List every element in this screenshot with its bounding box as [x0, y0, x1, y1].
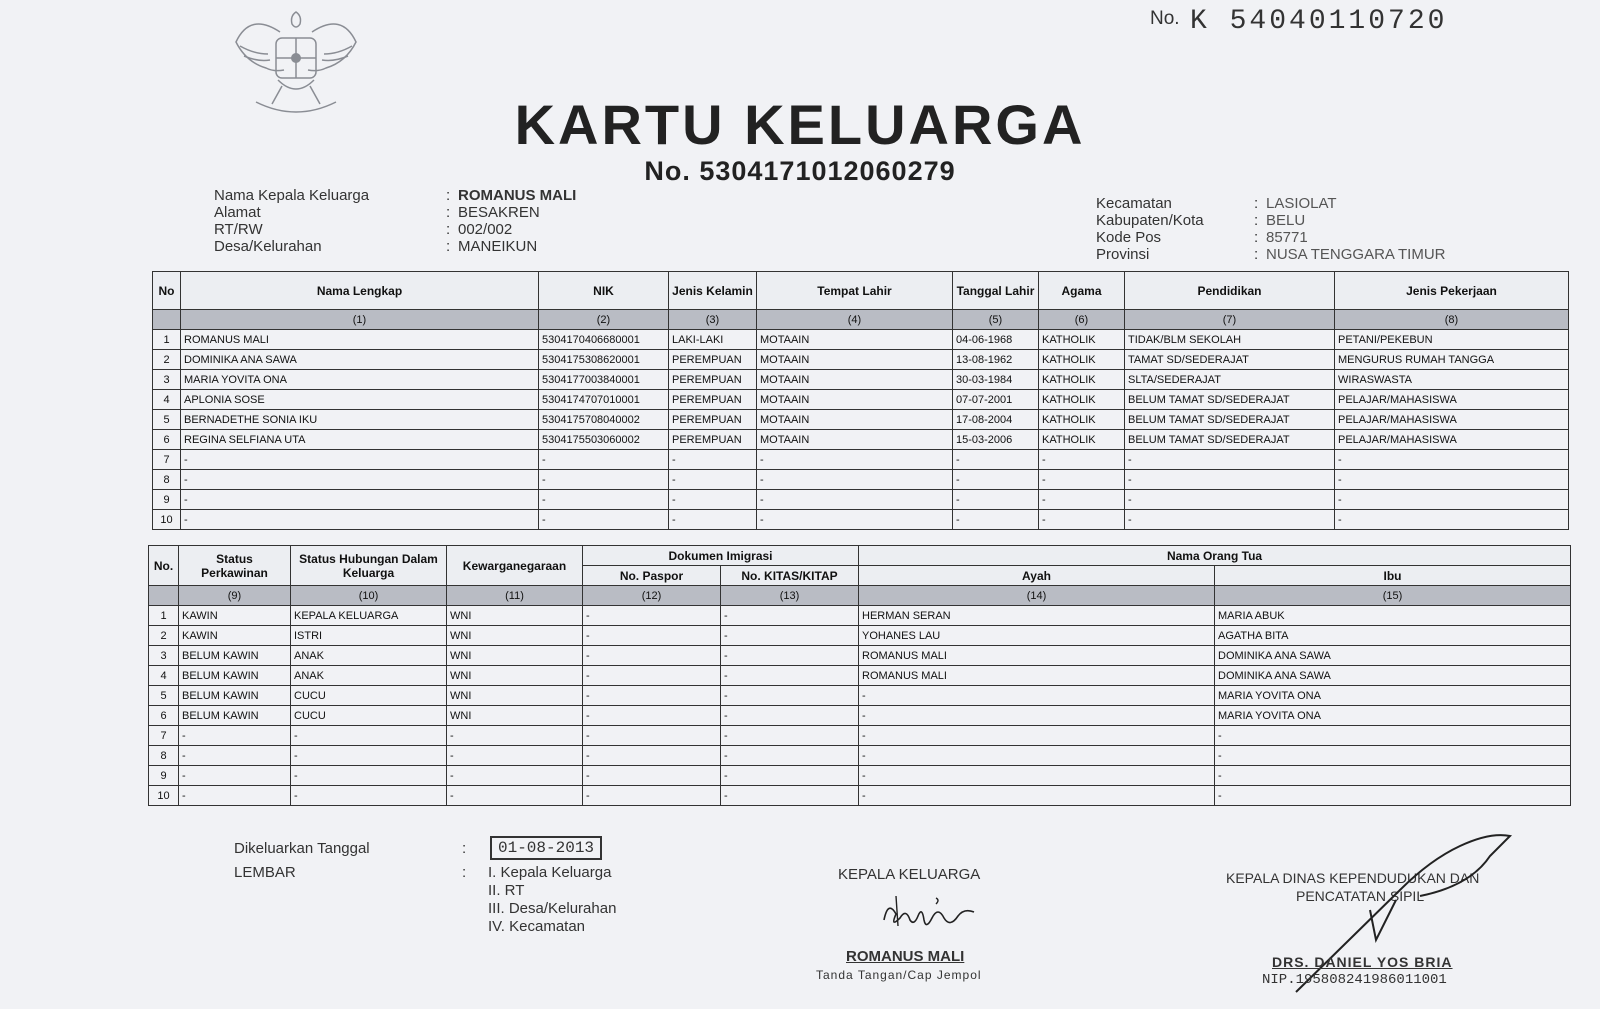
info-row-provinsi: [1096, 246, 1516, 263]
table-cell: 07-07-2001: [953, 390, 1039, 410]
info-label: Kabupaten/Kota: [1096, 212, 1204, 229]
dinas-name: DRS. DANIEL YOS BRIA: [1272, 954, 1453, 970]
table-cell: 04-06-1968: [953, 330, 1039, 350]
table-cell: -: [721, 726, 859, 746]
table-cell: MARIA YOVITA ONA: [1215, 706, 1571, 726]
table-cell: KEPALA KELUARGA: [291, 606, 447, 626]
table-cell: TIDAK/BLM SEKOLAH: [1125, 330, 1335, 350]
table-cell: -: [859, 686, 1215, 706]
table-cell: -: [1215, 786, 1571, 806]
table-cell: -: [669, 470, 757, 490]
table-cell: WNI: [447, 666, 583, 686]
serial-number: K 54040110720: [1190, 6, 1448, 37]
table-cell: ANAK: [291, 646, 447, 666]
info-label: Desa/Kelurahan: [214, 238, 322, 255]
table-cell: 5: [149, 686, 179, 706]
lembar-item: I. Kepala Keluarga: [488, 864, 612, 881]
col-number: (9): [179, 586, 291, 606]
info-sep: :: [1254, 229, 1259, 246]
col-number: (15): [1215, 586, 1571, 606]
col-number: (7): [1125, 310, 1335, 330]
info-value: 85771: [1266, 229, 1308, 246]
table-cell: -: [583, 786, 721, 806]
table-row: [153, 330, 1569, 350]
table-cell: -: [1039, 490, 1125, 510]
kk-signature-mark: [876, 888, 980, 938]
col-header-pendidikan: Pendidikan: [1125, 272, 1335, 310]
table-cell: WNI: [447, 706, 583, 726]
table-cell: WNI: [447, 626, 583, 646]
table-cell: MENGURUS RUMAH TANGGA: [1335, 350, 1569, 370]
table-cell: -: [953, 490, 1039, 510]
table-cell: 17-08-2004: [953, 410, 1039, 430]
table-cell: CUCU: [291, 706, 447, 726]
table-cell: -: [953, 510, 1039, 530]
table-cell: 1: [149, 606, 179, 626]
col-header-tempat-lahir: Tempat Lahir: [757, 272, 953, 310]
col-header-nama: Nama Lengkap: [181, 272, 539, 310]
info-right-block: [1096, 195, 1516, 263]
table-cell: -: [721, 706, 859, 726]
info-sep: :: [446, 204, 451, 221]
table-cell: -: [1039, 470, 1125, 490]
table-cell: -: [181, 490, 539, 510]
table-cell: BELUM TAMAT SD/SEDERAJAT: [1125, 390, 1335, 410]
table-cell: -: [447, 766, 583, 786]
col-number: (8): [1335, 310, 1569, 330]
info-row-kabupaten: [1096, 212, 1516, 229]
table-cell: -: [859, 766, 1215, 786]
table-cell: MOTAAIN: [757, 330, 953, 350]
table-cell: PEREMPUAN: [669, 430, 757, 450]
table-row: [153, 390, 1569, 410]
table-cell: 30-03-1984: [953, 370, 1039, 390]
table-cell: MOTAAIN: [757, 430, 953, 450]
table-cell: -: [721, 626, 859, 646]
table-row: [153, 450, 1569, 470]
table-cell: -: [721, 786, 859, 806]
table-cell: -: [583, 666, 721, 686]
table-row: [149, 786, 1571, 806]
col-header-kewarganegaraan: Kewarganegaraan: [447, 546, 583, 586]
info-value: LASIOLAT: [1266, 195, 1337, 212]
info-sep: :: [446, 221, 451, 238]
table-cell: -: [757, 490, 953, 510]
col-header-ayah: Ayah: [859, 566, 1215, 586]
table-cell: WIRASWASTA: [1335, 370, 1569, 390]
table-cell: 9: [149, 766, 179, 786]
table-cell: -: [1215, 746, 1571, 766]
col-header-no: No: [153, 272, 181, 310]
info-sep: :: [446, 187, 451, 204]
table-cell: 15-03-2006: [953, 430, 1039, 450]
table-cell: -: [179, 786, 291, 806]
table-cell: WNI: [447, 686, 583, 706]
info-value: ROMANUS MALI: [458, 187, 577, 204]
table-cell: DOMINIKA ANA SAWA: [1215, 666, 1571, 686]
info-row-kecamatan: [1096, 195, 1516, 212]
table-cell: 2: [153, 350, 181, 370]
table-cell: -: [757, 450, 953, 470]
table-row: [149, 646, 1571, 666]
table-cell: 5304177003840001: [539, 370, 669, 390]
table-cell: -: [859, 726, 1215, 746]
table-cell: 9: [153, 490, 181, 510]
kk-signature-title: KEPALA KELUARGA: [838, 866, 981, 883]
info-row-kodepos: [1096, 229, 1516, 246]
table-cell: AGATHA BITA: [1215, 626, 1571, 646]
table-cell: 8: [153, 470, 181, 490]
col-number: (12): [583, 586, 721, 606]
table-cell: PELAJAR/MAHASISWA: [1335, 430, 1569, 450]
table-cell: ISTRI: [291, 626, 447, 646]
info-value: BESAKREN: [458, 204, 540, 221]
col-header-kitas: No. KITAS/KITAP: [721, 566, 859, 586]
info-left-block: [214, 187, 634, 255]
table-cell: -: [669, 510, 757, 530]
table-row: [149, 626, 1571, 646]
serial-label: No.: [1150, 8, 1180, 29]
col-number: (10): [291, 586, 447, 606]
col-header-pekerjaan: Jenis Pekerjaan: [1335, 272, 1569, 310]
col-header-jenis-kelamin: Jenis Kelamin: [669, 272, 757, 310]
table-cell: -: [1125, 510, 1335, 530]
col-number: (6): [1039, 310, 1125, 330]
table-cell: PETANI/PEKEBUN: [1335, 330, 1569, 350]
table-cell: 6: [153, 430, 181, 450]
issued-sep: :: [462, 840, 467, 857]
lembar-list: [488, 864, 616, 936]
table-row: [149, 766, 1571, 786]
col-header-hubungan: Status Hubungan Dalam Keluarga: [291, 546, 447, 586]
table-cell: ROMANUS MALI: [859, 646, 1215, 666]
table-row: [149, 686, 1571, 706]
table-cell: -: [721, 766, 859, 786]
info-row-head: [214, 187, 634, 204]
table-cell: 8: [149, 746, 179, 766]
table-cell: -: [447, 726, 583, 746]
table-cell: -: [1039, 510, 1125, 530]
table-cell: MOTAAIN: [757, 350, 953, 370]
table-cell: KATHOLIK: [1039, 410, 1125, 430]
table-cell: ANAK: [291, 666, 447, 686]
info-label: Alamat: [214, 204, 261, 221]
table-row: [153, 470, 1569, 490]
info-sep: :: [1254, 246, 1259, 263]
table-cell: -: [721, 646, 859, 666]
col-header-tanggal-lahir: Tanggal Lahir: [953, 272, 1039, 310]
info-row-address: [214, 204, 634, 221]
issued-label: Dikeluarkan Tanggal: [234, 840, 370, 857]
table-cell: -: [721, 686, 859, 706]
col-header-ibu: Ibu: [1215, 566, 1571, 586]
table-cell: -: [291, 786, 447, 806]
info-sep: :: [1254, 212, 1259, 229]
col-header-no: No.: [149, 546, 179, 586]
col-header-nama-orang-tua: Nama Orang Tua: [859, 546, 1571, 566]
table-cell: MOTAAIN: [757, 370, 953, 390]
table-cell: -: [179, 766, 291, 786]
table-cell: -: [181, 470, 539, 490]
table-cell: 7: [153, 450, 181, 470]
table-cell: 1: [153, 330, 181, 350]
table-cell: SLTA/SEDERAJAT: [1125, 370, 1335, 390]
table-cell: BELUM TAMAT SD/SEDERAJAT: [1125, 430, 1335, 450]
family-status-table: [148, 545, 1571, 806]
table-cell: -: [1335, 510, 1569, 530]
table-cell: 10: [153, 510, 181, 530]
table-row: [149, 726, 1571, 746]
info-row-desa: [214, 238, 634, 255]
col-header-nik: NIK: [539, 272, 669, 310]
table-cell: -: [181, 450, 539, 470]
table-cell: -: [179, 726, 291, 746]
info-row-rtrw: [214, 221, 634, 238]
table-row: [153, 350, 1569, 370]
table-cell: -: [1125, 490, 1335, 510]
col-number: (4): [757, 310, 953, 330]
table-cell: -: [953, 450, 1039, 470]
table-cell: -: [859, 746, 1215, 766]
info-label: RT/RW: [214, 221, 263, 238]
table-cell: 4: [149, 666, 179, 686]
table-cell: 5304175308620001: [539, 350, 669, 370]
table-cell: -: [669, 450, 757, 470]
table-cell: MARIA ABUK: [1215, 606, 1571, 626]
table-cell: BELUM KAWIN: [179, 666, 291, 686]
info-label: Kecamatan: [1096, 195, 1172, 212]
table-row: [149, 606, 1571, 626]
table-cell: MARIA YOVITA ONA: [181, 370, 539, 390]
table-cell: KAWIN: [179, 606, 291, 626]
table-cell: -: [1335, 470, 1569, 490]
table-cell: REGINA SELFIANA UTA: [181, 430, 539, 450]
table-cell: -: [179, 746, 291, 766]
lembar-item: IV. Kecamatan: [488, 918, 586, 935]
table-cell: -: [583, 606, 721, 626]
table-cell: 5304175503060002: [539, 430, 669, 450]
table-cell: TAMAT SD/SEDERAJAT: [1125, 350, 1335, 370]
table-cell: DOMINIKA ANA SAWA: [1215, 646, 1571, 666]
lembar-label: LEMBAR: [234, 864, 296, 881]
table-cell: 3: [149, 646, 179, 666]
info-value: 002/002: [458, 221, 513, 238]
table-cell: KAWIN: [179, 626, 291, 646]
table-cell: -: [583, 706, 721, 726]
table-cell: PELAJAR/MAHASISWA: [1335, 390, 1569, 410]
table-cell: ROMANUS MALI: [859, 666, 1215, 686]
table-row: [153, 490, 1569, 510]
table-cell: -: [1335, 490, 1569, 510]
col-number: (3): [669, 310, 757, 330]
table-cell: KATHOLIK: [1039, 430, 1125, 450]
table-cell: PEREMPUAN: [669, 350, 757, 370]
table-cell: KATHOLIK: [1039, 330, 1125, 350]
table-cell: -: [859, 706, 1215, 726]
info-sep: :: [1254, 195, 1259, 212]
table-cell: -: [291, 726, 447, 746]
table-cell: APLONIA SOSE: [181, 390, 539, 410]
table-cell: -: [953, 470, 1039, 490]
table-cell: MOTAAIN: [757, 390, 953, 410]
table-cell: CUCU: [291, 686, 447, 706]
kk-name: ROMANUS MALI: [846, 948, 965, 965]
table-cell: -: [1335, 450, 1569, 470]
table-row: [153, 430, 1569, 450]
lembar-item: II. RT: [488, 882, 525, 899]
table-cell: ROMANUS MALI: [181, 330, 539, 350]
table-cell: PEREMPUAN: [669, 370, 757, 390]
table-cell: -: [539, 450, 669, 470]
kk-number: No. 5304171012060279: [644, 156, 956, 186]
table-cell: -: [721, 606, 859, 626]
table-cell: BELUM TAMAT SD/SEDERAJAT: [1125, 410, 1335, 430]
table-cell: PELAJAR/MAHASISWA: [1335, 410, 1569, 430]
table-cell: LAKI-LAKI: [669, 330, 757, 350]
table-cell: 5: [153, 410, 181, 430]
col-header-agama: Agama: [1039, 272, 1125, 310]
table-cell: -: [757, 510, 953, 530]
table-cell: -: [1215, 726, 1571, 746]
col-number: (14): [859, 586, 1215, 606]
table-cell: -: [447, 786, 583, 806]
dinas-nip: NIP.195808241986011001: [1262, 972, 1447, 988]
col-number: (11): [447, 586, 583, 606]
table-cell: 5304175708040002: [539, 410, 669, 430]
table-row: [149, 746, 1571, 766]
table-cell: -: [181, 510, 539, 530]
table-cell: -: [721, 666, 859, 686]
table-cell: DOMINIKA ANA SAWA: [181, 350, 539, 370]
table-cell: 10: [149, 786, 179, 806]
col-number: [153, 310, 181, 330]
table-cell: KATHOLIK: [1039, 390, 1125, 410]
table-cell: -: [583, 686, 721, 706]
table-cell: 2: [149, 626, 179, 646]
table-row: [149, 666, 1571, 686]
table-cell: 4: [153, 390, 181, 410]
table-cell: -: [583, 746, 721, 766]
issued-date: 01-08-2013: [490, 836, 602, 860]
table-cell: 6: [149, 706, 179, 726]
table-cell: -: [859, 786, 1215, 806]
info-label: Nama Kepala Keluarga: [214, 187, 370, 204]
col-number: (2): [539, 310, 669, 330]
table-cell: MOTAAIN: [757, 410, 953, 430]
table-cell: WNI: [447, 606, 583, 626]
table-cell: PEREMPUAN: [669, 390, 757, 410]
table-cell: 7: [149, 726, 179, 746]
col-number: (5): [953, 310, 1039, 330]
col-number: (13): [721, 586, 859, 606]
info-label: Provinsi: [1096, 246, 1150, 263]
table-cell: PEREMPUAN: [669, 410, 757, 430]
table-cell: BELUM KAWIN: [179, 706, 291, 726]
info-value: BELU: [1266, 212, 1306, 229]
info-sep: :: [446, 238, 451, 255]
table-cell: WNI: [447, 646, 583, 666]
table-cell: -: [447, 746, 583, 766]
table-cell: 5304170406680001: [539, 330, 669, 350]
table-cell: -: [1125, 470, 1335, 490]
table-cell: -: [1039, 450, 1125, 470]
lembar-item: III. Desa/Kelurahan: [488, 900, 617, 917]
table-cell: -: [539, 470, 669, 490]
table-cell: -: [583, 646, 721, 666]
col-header-status-perkawinan: Status Perkawinan: [179, 546, 291, 586]
table-cell: BERNADETHE SONIA IKU: [181, 410, 539, 430]
table-cell: YOHANES LAU: [859, 626, 1215, 646]
lembar-sep: :: [462, 864, 467, 881]
dinas-title-line1: KEPALA DINAS KEPENDUDUKAN DAN: [1226, 870, 1480, 886]
col-number: [149, 586, 179, 606]
table-row: [153, 370, 1569, 390]
document-title: KARTU KELUARGA: [514, 93, 1086, 156]
table-cell: -: [291, 746, 447, 766]
dinas-title-line2: PENCATATAN SIPIL: [1296, 888, 1425, 904]
table-cell: 3: [153, 370, 181, 390]
table-cell: KATHOLIK: [1039, 370, 1125, 390]
col-number: (1): [181, 310, 539, 330]
table-cell: 13-08-1962: [953, 350, 1039, 370]
table-cell: -: [583, 766, 721, 786]
table-cell: BELUM KAWIN: [179, 646, 291, 666]
table-cell: -: [583, 726, 721, 746]
info-label: Kode Pos: [1096, 229, 1162, 246]
table-cell: -: [539, 490, 669, 510]
kk-caption: Tanda Tangan/Cap Jempol: [816, 968, 982, 982]
table-cell: -: [669, 490, 757, 510]
table-cell: MARIA YOVITA ONA: [1215, 686, 1571, 706]
col-header-dokumen-imigrasi: Dokumen Imigrasi: [583, 546, 859, 566]
table-row: [153, 510, 1569, 530]
table-cell: -: [721, 746, 859, 766]
family-members-table: [152, 271, 1569, 530]
table-cell: 5304174707010001: [539, 390, 669, 410]
table-cell: -: [1215, 766, 1571, 786]
col-header-paspor: No. Paspor: [583, 566, 721, 586]
table-row: [153, 410, 1569, 430]
table-cell: KATHOLIK: [1039, 350, 1125, 370]
table-cell: BELUM KAWIN: [179, 686, 291, 706]
info-value: MANEIKUN: [458, 238, 538, 255]
table-cell: -: [291, 766, 447, 786]
table-cell: -: [583, 626, 721, 646]
table-cell: HERMAN SERAN: [859, 606, 1215, 626]
table-cell: -: [1125, 450, 1335, 470]
table-row: [149, 706, 1571, 726]
table-cell: -: [539, 510, 669, 530]
info-value: NUSA TENGGARA TIMUR: [1266, 246, 1446, 263]
table-cell: -: [757, 470, 953, 490]
